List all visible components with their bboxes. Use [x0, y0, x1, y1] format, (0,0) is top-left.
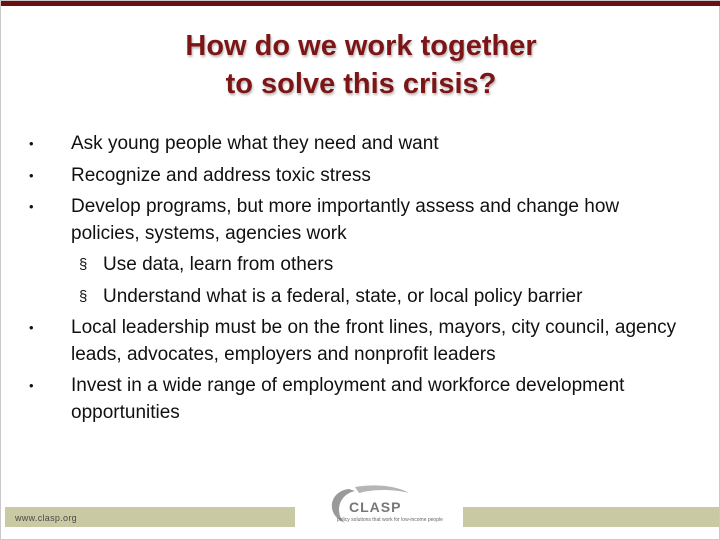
bullet-item — [29, 194, 679, 247]
bullet-item — [29, 373, 679, 426]
bullet-text: Local leadership must be on the front lines, mayors, city council, agency leads, advocates, employers and nonprofit leaders — [71, 317, 677, 365]
bullet-text: Recognize and address toxic stress — [71, 164, 371, 186]
logo-text: CLASP — [349, 499, 402, 515]
sub-bullet-item — [29, 252, 679, 279]
sub-bullet-text: Use data, learn from others — [103, 254, 334, 275]
sub-bullet-item — [29, 284, 679, 311]
logo-tagline: policy solutions that work for low-income people — [337, 517, 443, 523]
slide-title — [1, 27, 720, 103]
top-accent-bar — [1, 1, 720, 6]
title-line-1: How do we work together — [185, 30, 537, 62]
bullet-text: Develop programs, but more importantly assess and change how policies, systems, agencies work — [71, 196, 620, 244]
bullet-marker: • — [29, 378, 34, 393]
footer-url[interactable]: www.clasp.org — [15, 513, 77, 523]
bullet-item — [29, 131, 679, 158]
bullet-item — [29, 163, 679, 190]
sub-bullet-text: Understand what is a federal, state, or local policy barrier — [103, 285, 583, 307]
bullet-list — [29, 131, 679, 431]
bullet-text: Ask young people what they need and want — [71, 133, 439, 154]
footer-right-bar — [463, 507, 719, 527]
sub-bullet-marker: § — [79, 287, 88, 305]
bullet-marker: • — [29, 136, 34, 151]
bullet-marker: • — [29, 199, 34, 214]
sub-bullet-marker: § — [79, 256, 88, 273]
clasp-logo — [319, 481, 469, 529]
bullet-text: Invest in a wide range of employment and workforce development opportunities — [71, 375, 625, 423]
bullet-marker: • — [29, 167, 34, 183]
title-line-2: to solve this crisis? — [225, 68, 497, 100]
bullet-item — [29, 315, 679, 368]
bullet-marker: • — [29, 320, 34, 335]
footer-left-bar — [5, 507, 295, 527]
